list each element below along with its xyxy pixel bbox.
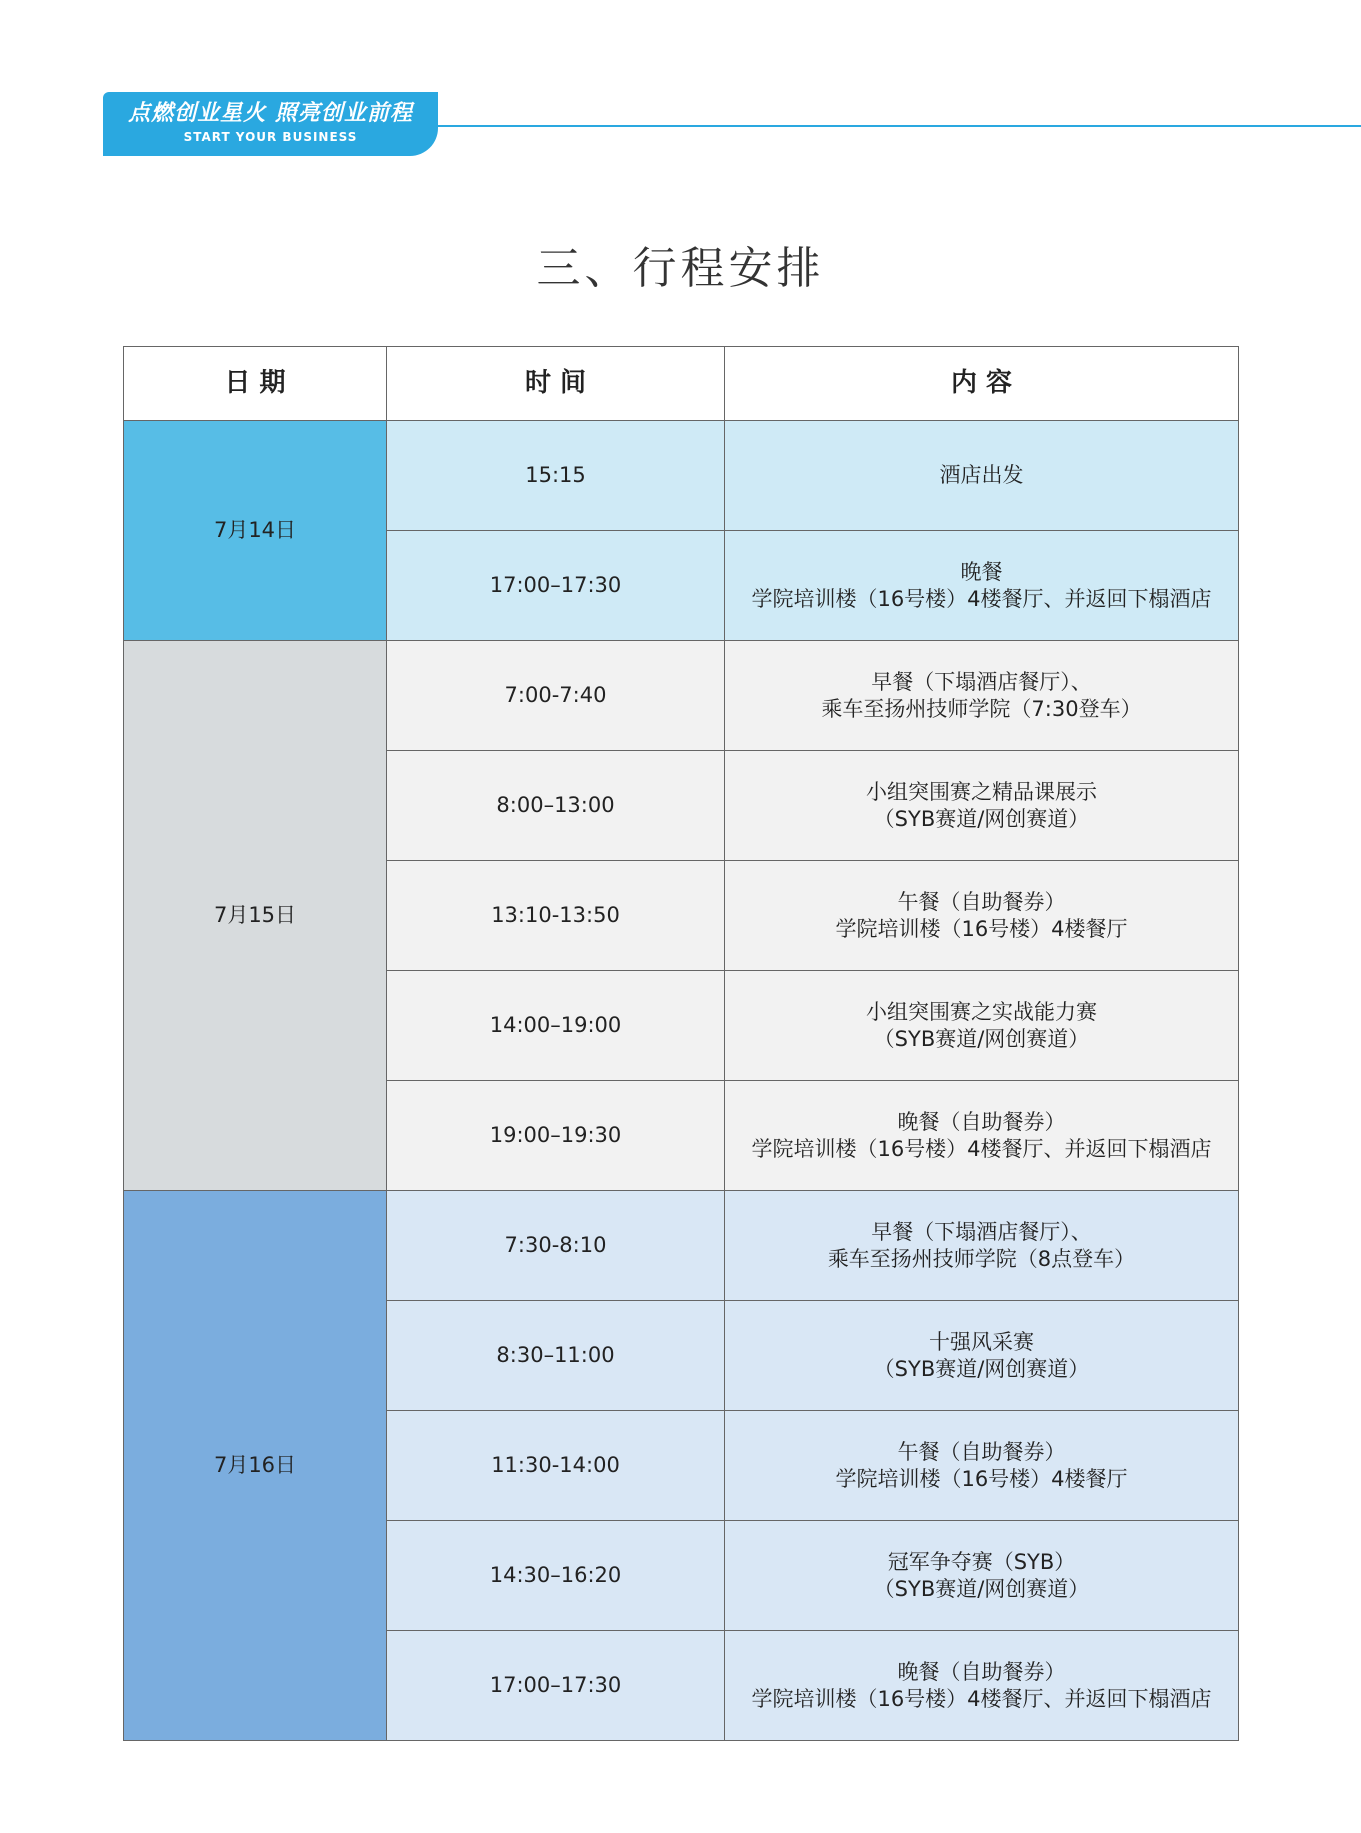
time-cell: 7:00-7:40 xyxy=(387,641,725,751)
content-line: 学院培训楼（16号楼）4楼餐厅、并返回下榻酒店 xyxy=(751,1136,1212,1161)
content-cell xyxy=(725,1191,1239,1301)
time-cell: 7:30-8:10 xyxy=(387,1191,725,1301)
schedule-body xyxy=(124,421,1239,1741)
content-line: 小组突围赛之实战能力赛 xyxy=(866,999,1097,1024)
header-slogan: 点燃创业星火 照亮创业前程 xyxy=(128,101,413,126)
content-line: 学院培训楼（16号楼）4楼餐厅 xyxy=(835,916,1128,941)
content-line: 十强风采赛 xyxy=(929,1329,1034,1354)
date-cell: 7月15日 xyxy=(124,641,387,1191)
content-cell xyxy=(725,421,1239,531)
content-line: 早餐（下塌酒店餐厅）、 xyxy=(871,669,1092,694)
column-header-time: 时 间 xyxy=(387,347,725,421)
content-line: （SYB赛道/网创赛道） xyxy=(873,1026,1090,1051)
time-cell: 14:00–19:00 xyxy=(387,971,725,1081)
content-line: 冠军争夺赛（SYB） xyxy=(887,1549,1076,1574)
table-row xyxy=(124,1191,1239,1301)
content-line: 晚餐（自助餐券） xyxy=(897,1109,1066,1134)
content-cell xyxy=(725,1521,1239,1631)
time-cell: 17:00–17:30 xyxy=(387,1631,725,1741)
time-cell: 15:15 xyxy=(387,421,725,531)
content-cell xyxy=(725,1301,1239,1411)
table-header-row xyxy=(124,347,1239,421)
content-cell xyxy=(725,531,1239,641)
content-line: （SYB赛道/网创赛道） xyxy=(873,1356,1090,1381)
column-header-date: 日 期 xyxy=(124,347,387,421)
content-cell xyxy=(725,1411,1239,1521)
time-cell: 11:30-14:00 xyxy=(387,1411,725,1521)
content-line: 晚餐（自助餐券） xyxy=(897,1659,1066,1684)
content-line: 学院培训楼（16号楼）4楼餐厅 xyxy=(835,1466,1128,1491)
content-cell xyxy=(725,971,1239,1081)
content-cell xyxy=(725,1631,1239,1741)
time-cell: 8:30–11:00 xyxy=(387,1301,725,1411)
content-line: 学院培训楼（16号楼）4楼餐厅、并返回下榻酒店 xyxy=(751,586,1212,611)
time-cell: 14:30–16:20 xyxy=(387,1521,725,1631)
page-title: 三、行程安排 xyxy=(536,243,825,294)
header-banner xyxy=(103,92,438,156)
header-subtitle: START YOUR BUSINESS xyxy=(183,130,358,144)
schedule-table xyxy=(123,346,1239,1741)
content-line: 乘车至扬州技师学院（7:30登车） xyxy=(821,696,1142,721)
table-row xyxy=(124,641,1239,751)
content-line: 午餐（自助餐券） xyxy=(897,889,1066,914)
content-line: 学院培训楼（16号楼）4楼餐厅、并返回下榻酒店 xyxy=(751,1686,1212,1711)
content-cell xyxy=(725,1081,1239,1191)
time-cell: 8:00–13:00 xyxy=(387,751,725,861)
content-line: （SYB赛道/网创赛道） xyxy=(873,806,1090,831)
content-line: （SYB赛道/网创赛道） xyxy=(873,1576,1090,1601)
column-header-content: 内 容 xyxy=(725,347,1239,421)
content-line: 小组突围赛之精品课展示 xyxy=(866,779,1097,804)
content-line: 午餐（自助餐券） xyxy=(897,1439,1066,1464)
time-cell: 13:10-13:50 xyxy=(387,861,725,971)
date-cell: 7月16日 xyxy=(124,1191,387,1741)
time-cell: 17:00–17:30 xyxy=(387,531,725,641)
content-cell xyxy=(725,641,1239,751)
content-line: 晚餐 xyxy=(960,559,1003,584)
table-row xyxy=(124,421,1239,531)
time-cell: 19:00–19:30 xyxy=(387,1081,725,1191)
date-cell: 7月14日 xyxy=(124,421,387,641)
content-line: 早餐（下塌酒店餐厅）、 xyxy=(871,1219,1092,1244)
content-line: 乘车至扬州技师学院（8点登车） xyxy=(827,1246,1136,1271)
content-cell xyxy=(725,861,1239,971)
header-rule xyxy=(438,125,1361,127)
content-cell xyxy=(725,751,1239,861)
content-line: 酒店出发 xyxy=(939,463,1024,487)
